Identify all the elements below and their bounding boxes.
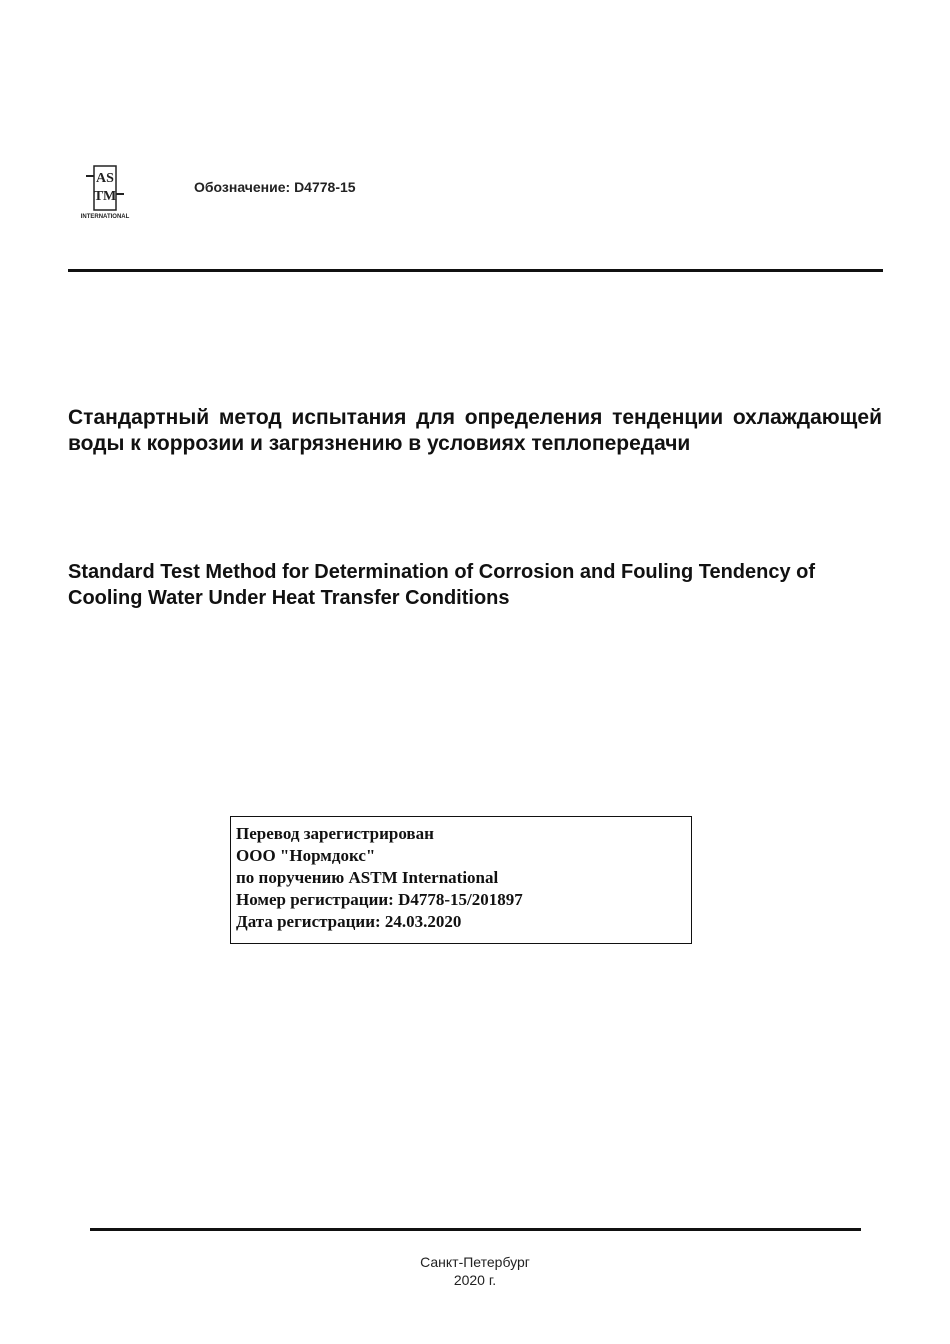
logo-international-text: INTERNATIONAL xyxy=(80,214,130,220)
registration-date: Дата регистрации: 24.03.2020 xyxy=(236,912,462,931)
registration-box xyxy=(230,816,692,944)
header-divider xyxy=(68,269,883,272)
registration-line: Перевод зарегистрирован xyxy=(236,824,434,843)
registration-number: Номер регистрации: D4778-15/201897 xyxy=(236,890,523,909)
registration-line: ООО "Нормдокс" xyxy=(236,846,376,865)
astm-logo-icon xyxy=(78,164,134,224)
registration-line: по поручению ASTM International xyxy=(236,868,499,887)
document-designation: Обозначение: D4778-15 xyxy=(194,179,356,195)
footer-city: Санкт-Петербург xyxy=(420,1254,530,1270)
svg-text:AS: AS xyxy=(96,171,114,186)
svg-text:TM: TM xyxy=(93,189,117,204)
footer-year: 2020 г. xyxy=(453,1272,497,1288)
title-russian: Стандартный метод испытания для определения тенденции охлаждающей воды к коррозии и загрязнению в условиях теплопередачи xyxy=(68,406,882,455)
astm-logo xyxy=(78,164,134,224)
footer xyxy=(0,1253,950,1289)
footer-divider xyxy=(90,1228,861,1231)
title-english: Standard Test Method for Determination of Corrosion and Fouling Tendency of Cooling Water Under Heat Transfer Conditions xyxy=(68,561,816,609)
